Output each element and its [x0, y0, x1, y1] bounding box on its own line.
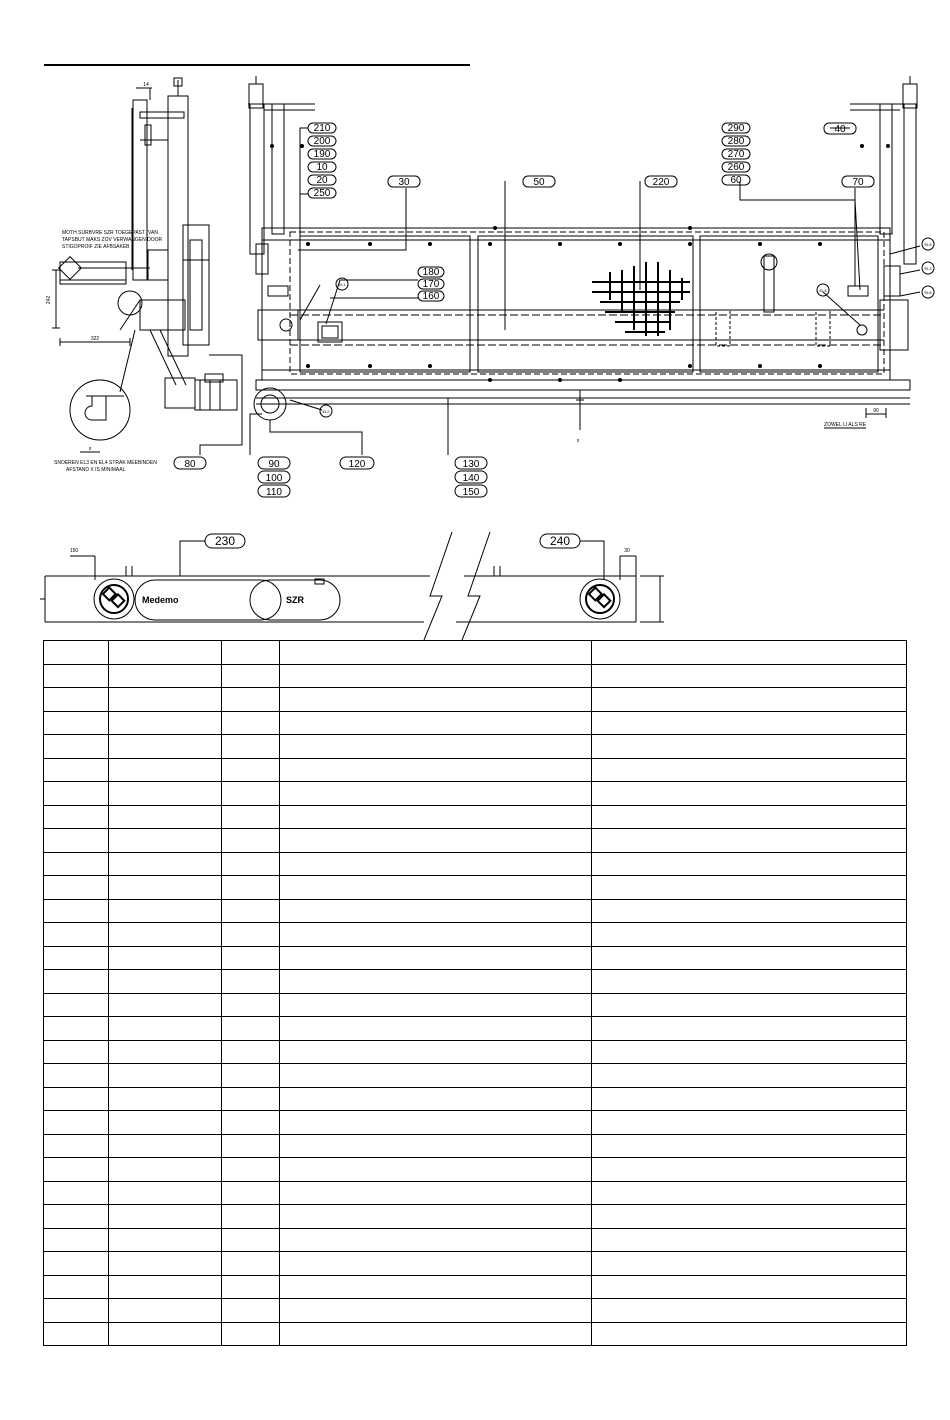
table-row — [44, 782, 907, 806]
table-cell — [109, 946, 222, 970]
table-cell — [222, 1322, 280, 1346]
callout-200: 200 — [313, 136, 331, 147]
table-cell — [222, 876, 280, 900]
table-row — [44, 1087, 907, 1111]
table-cell — [280, 782, 592, 806]
table-cell — [109, 1322, 222, 1346]
dim-x: x — [88, 446, 92, 452]
table-cell — [280, 1205, 592, 1229]
callout-80: 80 — [184, 459, 196, 470]
table-cell — [44, 1299, 109, 1323]
tag-el1: EL1 — [338, 282, 346, 287]
table-row — [44, 1181, 907, 1205]
table-cell — [109, 1275, 222, 1299]
table-cell — [592, 1134, 907, 1158]
note-left-2: TAPSBUT MAKS ZOV VERWANGEN DOOR — [62, 237, 163, 243]
table-cell — [592, 1087, 907, 1111]
table-row — [44, 805, 907, 829]
table-cell — [280, 1087, 592, 1111]
table-cell — [222, 664, 280, 688]
table-cell — [44, 1252, 109, 1276]
table-cell — [592, 1158, 907, 1182]
table-cell — [592, 946, 907, 970]
table-cell — [109, 993, 222, 1017]
table-cell — [44, 758, 109, 782]
table-cell — [222, 735, 280, 759]
table-cell — [592, 735, 907, 759]
table-cell — [44, 1181, 109, 1205]
table-cell — [109, 711, 222, 735]
table-cell — [222, 758, 280, 782]
table-cell — [109, 688, 222, 712]
table-cell — [280, 923, 592, 947]
table-row — [44, 946, 907, 970]
table-row — [44, 1205, 907, 1229]
dim-90: 90 — [873, 408, 879, 414]
table-cell — [592, 1064, 907, 1088]
dim-14: 14 — [143, 82, 149, 88]
table-cell — [109, 829, 222, 853]
table-row — [44, 1040, 907, 1064]
table-cell — [109, 1040, 222, 1064]
table-cell — [280, 735, 592, 759]
table-cell — [280, 1017, 592, 1041]
callout-140: 140 — [462, 473, 480, 484]
table-cell — [44, 923, 109, 947]
table-cell — [44, 1040, 109, 1064]
table-cell — [44, 970, 109, 994]
table-cell — [222, 1064, 280, 1088]
table-cell — [109, 1299, 222, 1323]
table-cell — [109, 1111, 222, 1135]
table-cell — [280, 711, 592, 735]
table-cell — [592, 899, 907, 923]
table-cell — [44, 1158, 109, 1182]
table-cell — [222, 1087, 280, 1111]
table-cell — [592, 1017, 907, 1041]
table-cell — [222, 993, 280, 1017]
table-cell — [109, 641, 222, 665]
table-cell — [222, 1228, 280, 1252]
table-cell — [222, 1252, 280, 1276]
callout-260: 260 — [727, 162, 745, 173]
table-cell — [222, 688, 280, 712]
table-row — [44, 923, 907, 947]
table-cell — [222, 829, 280, 853]
table-cell — [109, 664, 222, 688]
callout-170: 170 — [422, 279, 440, 290]
callout-160: 160 — [422, 291, 440, 302]
callout-90: 90 — [268, 459, 280, 470]
table-cell — [44, 993, 109, 1017]
table-cell — [109, 852, 222, 876]
table-cell — [280, 876, 592, 900]
table-row — [44, 1017, 907, 1041]
tag-el4: EL4 — [819, 288, 827, 293]
table-cell — [280, 1181, 592, 1205]
table-cell — [592, 993, 907, 1017]
callout-50: 50 — [533, 177, 545, 188]
table-row — [44, 1158, 907, 1182]
parts-list-table — [43, 640, 907, 1346]
table-cell — [592, 1275, 907, 1299]
callout-20: 20 — [316, 175, 328, 186]
table-cell — [44, 805, 109, 829]
table-row — [44, 641, 907, 665]
table-cell — [280, 993, 592, 1017]
table-cell — [109, 1087, 222, 1111]
dim-150: 150 — [69, 548, 79, 554]
table-row — [44, 1299, 907, 1323]
table-cell — [44, 1111, 109, 1135]
table-cell — [592, 641, 907, 665]
table-cell — [44, 1017, 109, 1041]
table-cell — [44, 1322, 109, 1346]
table-cell — [222, 946, 280, 970]
parts-list-body — [44, 641, 907, 1346]
table-cell — [44, 829, 109, 853]
side-view — [52, 78, 242, 455]
dim-x-main: x — [576, 438, 580, 444]
table-cell — [222, 970, 280, 994]
table-cell — [222, 1040, 280, 1064]
table-row — [44, 1134, 907, 1158]
table-row — [44, 970, 907, 994]
table-cell — [222, 1158, 280, 1182]
table-row — [44, 1252, 907, 1276]
callout-60: 60 — [730, 175, 742, 186]
table-cell — [592, 876, 907, 900]
table-cell — [44, 1275, 109, 1299]
table-cell — [44, 899, 109, 923]
callout-70: 70 — [852, 177, 864, 188]
callout-290: 290 — [727, 123, 745, 134]
table-cell — [109, 1017, 222, 1041]
table-cell — [592, 711, 907, 735]
table-cell — [222, 923, 280, 947]
tag-el6: EL6 — [924, 290, 932, 295]
table-cell — [109, 1228, 222, 1252]
table-cell — [44, 688, 109, 712]
table-cell — [280, 899, 592, 923]
table-cell — [109, 923, 222, 947]
table-cell — [44, 876, 109, 900]
table-cell — [44, 711, 109, 735]
table-cell — [222, 782, 280, 806]
table-cell — [222, 1111, 280, 1135]
table-cell — [592, 805, 907, 829]
table-cell — [592, 1299, 907, 1323]
table-cell — [280, 1064, 592, 1088]
table-cell — [592, 758, 907, 782]
callout-10: 10 — [316, 162, 328, 173]
table-row — [44, 829, 907, 853]
table-cell — [109, 735, 222, 759]
tag-el3: EL3 — [924, 266, 932, 271]
callout-240: 240 — [549, 534, 571, 548]
table-cell — [44, 1064, 109, 1088]
table-row — [44, 1275, 907, 1299]
table-row — [44, 664, 907, 688]
table-cell — [109, 758, 222, 782]
table-row — [44, 876, 907, 900]
table-cell — [44, 1134, 109, 1158]
dim-322: 322 — [90, 336, 100, 342]
table-cell — [109, 876, 222, 900]
table-cell — [44, 782, 109, 806]
table-cell — [592, 688, 907, 712]
callout-180: 180 — [422, 267, 440, 278]
table-cell — [222, 641, 280, 665]
table-cell — [44, 641, 109, 665]
tag-el5: EL5 — [924, 242, 932, 247]
table-cell — [280, 758, 592, 782]
table-row — [44, 758, 907, 782]
table-cell — [280, 829, 592, 853]
table-cell — [109, 1158, 222, 1182]
table-row — [44, 899, 907, 923]
table-row — [44, 1228, 907, 1252]
table-cell — [592, 782, 907, 806]
table-cell — [222, 805, 280, 829]
table-cell — [592, 1228, 907, 1252]
tag-el2: EL2 — [322, 409, 330, 414]
placard-model: SZR — [286, 595, 304, 605]
technical-drawing — [0, 0, 950, 640]
table-cell — [109, 1205, 222, 1229]
table-cell — [280, 1252, 592, 1276]
callout-210: 210 — [313, 123, 331, 134]
table-row — [44, 1322, 907, 1346]
table-cell — [44, 1228, 109, 1252]
callout-110: 110 — [266, 487, 282, 498]
table-cell — [222, 852, 280, 876]
callout-120: 120 — [348, 459, 366, 470]
table-cell — [222, 1275, 280, 1299]
table-cell — [109, 899, 222, 923]
table-cell — [280, 688, 592, 712]
table-cell — [592, 1205, 907, 1229]
table-cell — [109, 1064, 222, 1088]
table-cell — [280, 1040, 592, 1064]
table-cell — [44, 664, 109, 688]
callout-270: 270 — [727, 149, 745, 160]
callout-100: 100 — [265, 473, 283, 484]
table-cell — [280, 805, 592, 829]
callout-150: 150 — [462, 487, 480, 498]
table-cell — [44, 852, 109, 876]
table-cell — [280, 1275, 592, 1299]
note-left-3: STIGOPROIF ZIE AFBSAKEB — [62, 244, 130, 250]
table-cell — [592, 664, 907, 688]
note-zowel: ZOWEL LI ALS RE — [824, 422, 867, 428]
callout-40: 40 — [834, 124, 846, 135]
table-cell — [222, 1134, 280, 1158]
table-cell — [44, 946, 109, 970]
note-bottom-2: AFSTAND X IS MINIMAAL — [66, 467, 126, 473]
table-cell — [280, 1111, 592, 1135]
table-cell — [280, 1134, 592, 1158]
table-row — [44, 688, 907, 712]
callout-30: 30 — [398, 177, 410, 188]
callout-230: 230 — [214, 534, 236, 548]
callout-250: 250 — [313, 188, 331, 199]
table-row — [44, 1064, 907, 1088]
table-row — [44, 735, 907, 759]
table-cell — [592, 1040, 907, 1064]
dim-30: 30 — [624, 548, 630, 554]
table-cell — [109, 1252, 222, 1276]
front-view — [248, 76, 917, 430]
table-cell — [222, 711, 280, 735]
table-cell — [592, 852, 907, 876]
table-cell — [592, 1181, 907, 1205]
table-row — [44, 711, 907, 735]
table-cell — [592, 970, 907, 994]
table-cell — [592, 1252, 907, 1276]
table-row — [44, 852, 907, 876]
table-row — [44, 1111, 907, 1135]
callout-190: 190 — [313, 149, 331, 160]
placard-brand: Medemo — [142, 595, 179, 605]
table-cell — [280, 946, 592, 970]
table-cell — [109, 782, 222, 806]
table-cell — [109, 805, 222, 829]
callout-220: 220 — [652, 177, 670, 188]
table-cell — [222, 1181, 280, 1205]
table-cell — [222, 1205, 280, 1229]
table-cell — [592, 829, 907, 853]
table-cell — [280, 1158, 592, 1182]
table-cell — [109, 1181, 222, 1205]
table-cell — [280, 1299, 592, 1323]
table-cell — [222, 899, 280, 923]
table-row — [44, 993, 907, 1017]
table-cell — [222, 1299, 280, 1323]
table-cell — [222, 1017, 280, 1041]
table-cell — [280, 1322, 592, 1346]
table-cell — [280, 970, 592, 994]
table-cell — [280, 641, 592, 665]
table-cell — [280, 1228, 592, 1252]
table-cell — [280, 852, 592, 876]
callout-ovals — [174, 123, 934, 548]
table-cell — [44, 1087, 109, 1111]
table-cell — [592, 1322, 907, 1346]
callout-280: 280 — [727, 136, 745, 147]
table-cell — [109, 1134, 222, 1158]
dim-242: 242 — [46, 295, 52, 305]
table-cell — [592, 1111, 907, 1135]
note-left-1: MOTH SURBVRE SZR TOEGEPAST (VAN — [62, 230, 158, 236]
table-cell — [280, 664, 592, 688]
table-cell — [109, 970, 222, 994]
table-cell — [592, 923, 907, 947]
callout-130: 130 — [462, 459, 480, 470]
note-bottom-1: SNOEREN EL3 EN EL4 STRAK MEEBINDEN — [54, 460, 157, 466]
table-cell — [44, 1205, 109, 1229]
table-cell — [44, 735, 109, 759]
